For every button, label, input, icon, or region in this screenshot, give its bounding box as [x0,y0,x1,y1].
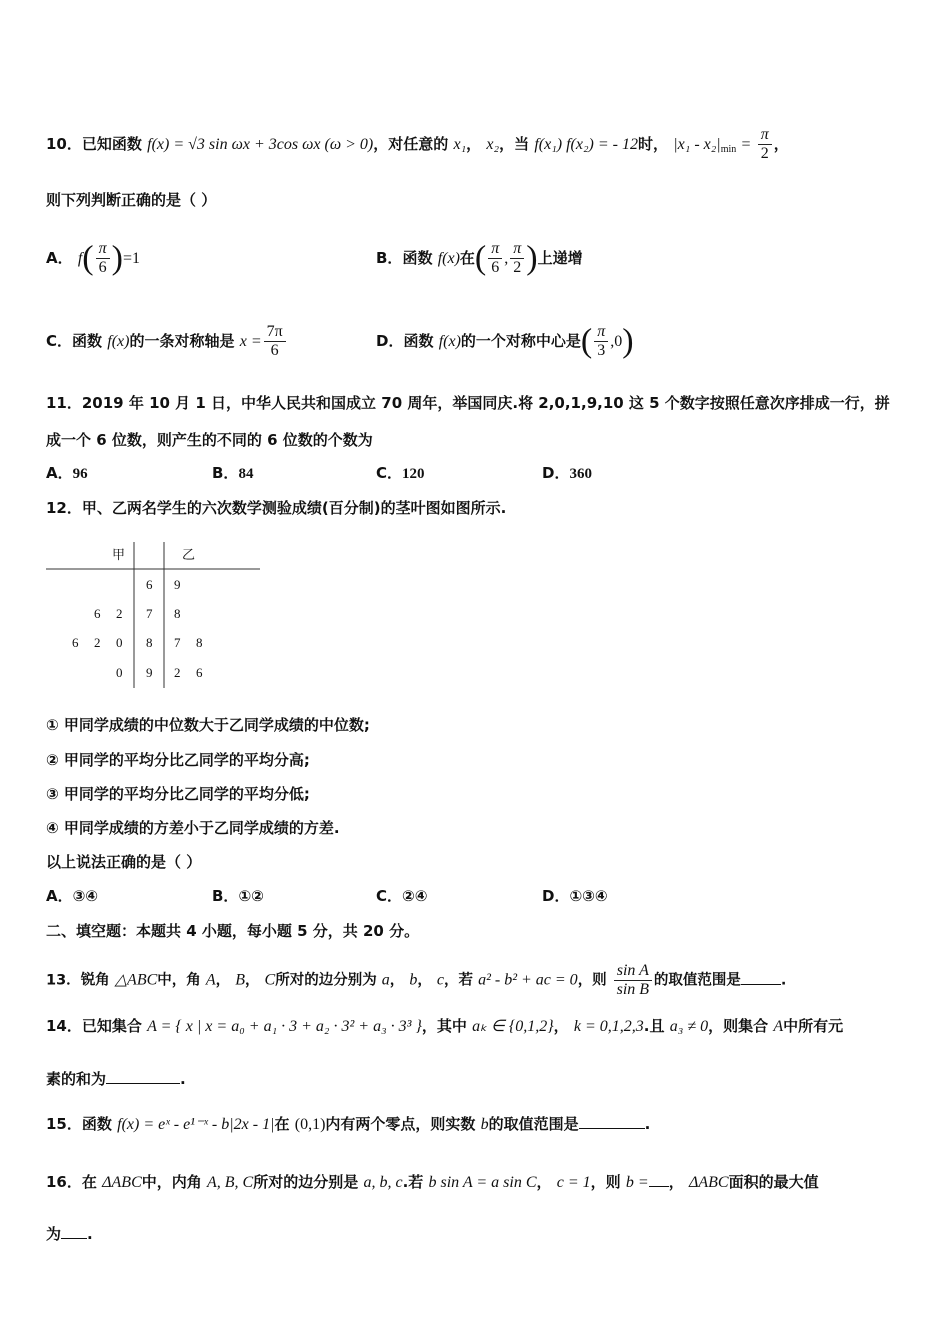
q14-answer-blank[interactable] [106,1067,180,1084]
q10-pi-over-2: $\frac{\pi}{2}$ [758,126,772,163]
q12-option-a: A．③④ [46,887,99,905]
q12-statement-4: ④ 甲同学成绩的方差小于乙同学成绩的方差. [46,819,340,837]
q15-answer-blank[interactable] [579,1112,645,1129]
q16-line1: 16．在 ΔABC中，内角 A, B, C所对的边分别是 a, b, c.若 b sin A = a sin C， c = 1，则 b = ， ΔABC面积的最大值 [46,1170,819,1193]
q11-line2: 成一个 6 位数，则产生的不同的 6 位数的个数为 [46,431,373,449]
q12-statement-1: ① 甲同学成绩的中位数大于乙同学成绩的中位数; [46,716,370,734]
q12-ask: 以上说法正确的是（ ） [46,853,202,871]
q10-absdiff: |x₁ - x₂| [673,136,721,153]
leaf-right: 8 [174,606,181,621]
q11-line1: 11．2019 年 10 月 1 日，中华人民共和国成立 70 周年，举国同庆.将 2,0,1,9,10 这 5 个数字按照任意次序排成一行，拼 [46,394,890,412]
q12-option-b: B．①② [212,887,264,905]
stem: 6 [146,577,153,592]
q10-function: f(x) = √3 sin ωx + 3cos ωx (ω > 0) [147,136,374,153]
stem-leaf-lines [46,542,260,688]
q12-option-d: D．①③④ [542,887,608,905]
leaf-left: 6 [94,606,101,621]
leaf-left: 0 [116,635,123,650]
q12-statement-3: ③ 甲同学的平均分比乙同学的平均分低; [46,785,310,803]
q13-ratio: $\frac{\text{sin A}}{\text{sin B}}$ [614,962,652,999]
stem: 9 [146,665,153,680]
q10-option-c: C．函数 f(x)的一条对称轴是 x = $\frac{7\pi}{6}$ [46,323,288,360]
q14-line1: 14．已知集合 A = { x | x = a₀ + a₁ · 3 + a₂ · 3² + a₃ · 3³ }，其中 aₖ ∈ {0,1,2}， k = 0,1,2,3.且 a₃ ≠ 0，则集合 A中所有元 [46,1017,844,1035]
q14-set: A = { x | x = a₀ + a₁ · 3 + a₂ · 3² + a₃ · 3³ } [147,1018,422,1035]
q13-equation: a² - b² + ac = 0 [478,971,578,989]
q10-condition: f(x₁) f(x₂) = - 12 [534,136,638,153]
q10-option-b: B．函数 f(x)在( $\frac{\pi}{6}$ , $\frac{\pi}{2}$ )上递增 [376,239,583,277]
q16-b-answer-blank[interactable] [649,1170,669,1187]
leaf-left: 0 [116,665,123,680]
q12-statement-2: ② 甲同学的平均分比乙同学的平均分高; [46,751,310,769]
q11-option-a: A．96 [46,464,88,482]
q16-area-answer-blank[interactable] [61,1222,87,1239]
leaf-left: 2 [94,635,101,650]
leaf-right: 6 [196,665,203,680]
q10-line1: 10．已知函数 f(x) = √3 sin ωx + 3cos ωx (ω > 0)，对任意的 x₁， x₂，当 f(x₁) f(x₂) = - 12时， $|x_1 - x_2|_{min}$ = $\frac{\pi}{2}$ ， [46,126,789,162]
left-header: 甲 [112,547,126,562]
q15-function: f(x) = eˣ - e¹⁻ˣ - b|2x - 1| [117,1116,275,1133]
q15-line: 15．函数 f(x) = eˣ - e¹⁻ˣ - b|2x - 1|在 (0,1)内有两个零点，则实数 b的取值范围是 . [46,1112,650,1135]
q13-line: 13．锐角 △ABC中，角 A， B， C所对的边分别为 a， b， c，若 a² - b² + ac = 0，则 $\frac{\text{sin A}}{\text{sin B}}$ 的取值范围是 . [46,962,787,998]
section-2-heading: 二、填空题：本题共 4 小题，每小题 5 分，共 20 分。 [46,922,420,940]
q10-option-a: A． f( $\frac{\pi}{6}$ )=1 [46,239,140,277]
q10-line2: 则下列判断正确的是（ ） [46,191,217,209]
leaf-right: 8 [196,635,203,650]
leaf-right: 9 [174,577,181,592]
q13-answer-blank[interactable] [741,968,781,985]
leaf-right: 2 [174,665,181,680]
q12-line1: 12．甲、乙两名学生的六次数学测验成绩(百分制)的茎叶图如图所示. [46,499,507,517]
q12-option-c: C．②④ [376,887,428,905]
q11-option-c: C．120 [376,464,425,482]
stem-leaf-plot [46,542,260,688]
q11-option-b: B．84 [212,464,254,482]
leaf-right: 7 [174,635,181,650]
leaf-left: 2 [116,606,123,621]
q10-option-d: D．函数 f(x)的一个对称中心是( $\frac{\pi}{3}$ ,0) [376,322,634,360]
right-header: 乙 [182,547,196,562]
stem: 7 [146,606,153,621]
q16-line2: 为 . [46,1222,93,1244]
q14-line2: 素的和为 . [46,1067,186,1089]
q16-condition: b sin A = a sin C [428,1174,537,1191]
q11-option-d: D．360 [542,464,592,482]
stem: 8 [146,635,153,650]
leaf-left: 6 [72,635,79,650]
